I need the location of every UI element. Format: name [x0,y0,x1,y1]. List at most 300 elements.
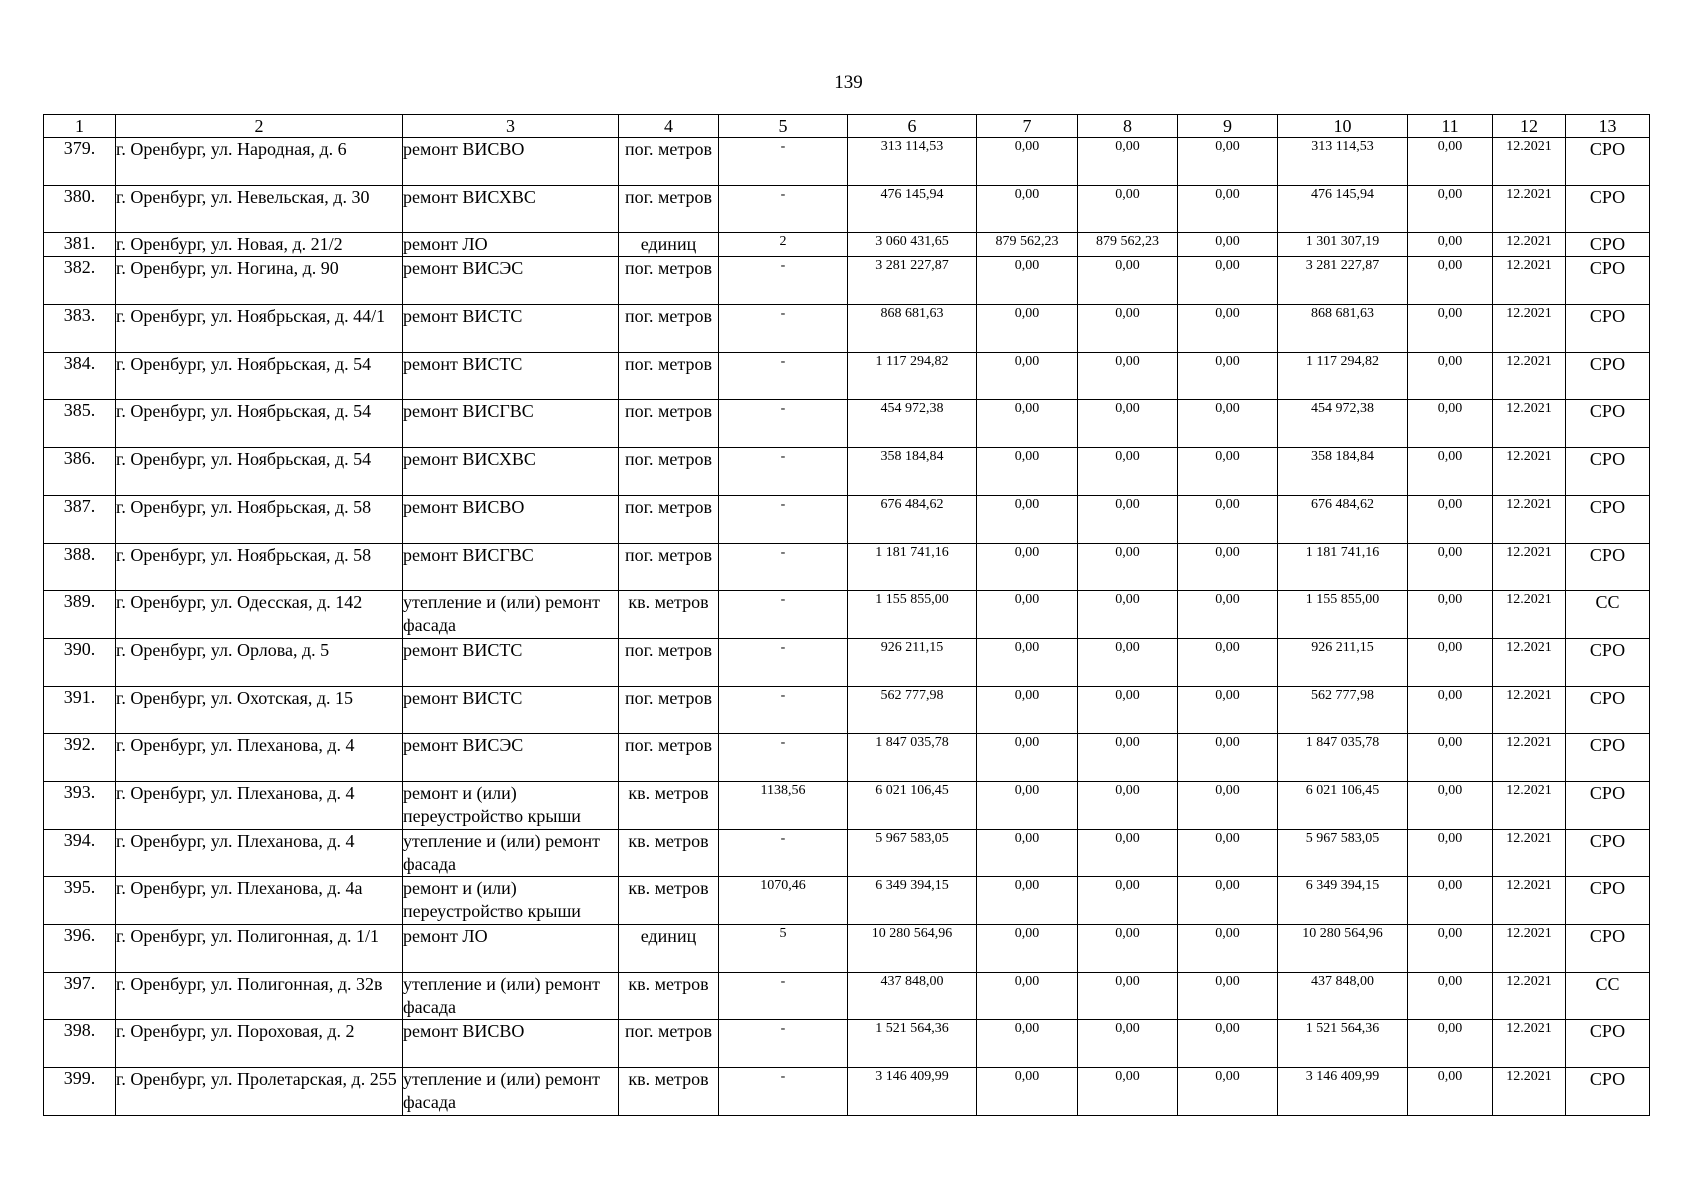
column-header: 12 [1493,115,1566,138]
owners-funds-cell: 1 117 294,82 [1278,352,1408,400]
unit-cell: кв. метров [619,781,719,829]
budget-cell: 0,00 [1078,829,1178,877]
table-row [44,495,1650,543]
work-type-cell: ремонт и (или) переустройство крыши [403,781,619,829]
funding-method-cell: СРО [1566,352,1650,400]
budget-cell: 0,00 [1078,1020,1178,1068]
fund-cell: 0,00 [977,543,1078,591]
quantity-cell: - [719,638,848,686]
budget-cell: 0,00 [1078,257,1178,305]
local-budget-cell: 0,00 [1178,591,1278,639]
funding-method-cell: СРО [1566,495,1650,543]
table-row [44,543,1650,591]
row-number: 384. [44,352,116,400]
work-type-cell: ремонт ВИСЭС [403,734,619,782]
quantity-cell: - [719,352,848,400]
fund-cell: 0,00 [977,185,1078,233]
row-number: 391. [44,686,116,734]
row-number: 398. [44,1020,116,1068]
row-number: 394. [44,829,116,877]
fund-cell: 879 562,23 [977,233,1078,257]
row-number: 399. [44,1068,116,1116]
table-row [44,781,1650,829]
unit-cell: пог. метров [619,305,719,353]
funding-method-cell: СРО [1566,925,1650,973]
funding-method-cell: СРО [1566,734,1650,782]
total-cost-cell: 5 967 583,05 [848,829,977,877]
funding-method-cell: СС [1566,591,1650,639]
row-number: 386. [44,448,116,496]
quantity-cell: - [719,591,848,639]
total-cost-cell: 358 184,84 [848,448,977,496]
column-header: 5 [719,115,848,138]
fund-cell: 0,00 [977,781,1078,829]
local-budget-cell: 0,00 [1178,448,1278,496]
completion-date-cell: 12.2021 [1493,257,1566,305]
owners-funds-cell: 562 777,98 [1278,686,1408,734]
quantity-cell: - [719,400,848,448]
budget-cell: 0,00 [1078,638,1178,686]
fund-cell: 0,00 [977,829,1078,877]
total-cost-cell: 476 145,94 [848,185,977,233]
owners-funds-cell: 454 972,38 [1278,400,1408,448]
column-number-row [44,115,1650,138]
other-funds-cell: 0,00 [1408,1020,1493,1068]
address-cell: г. Оренбург, ул. Ноябрьская, д. 54 [116,448,403,496]
row-number: 380. [44,185,116,233]
owners-funds-cell: 1 301 307,19 [1278,233,1408,257]
owners-funds-cell: 868 681,63 [1278,305,1408,353]
budget-cell: 0,00 [1078,400,1178,448]
funding-method-cell: СРО [1566,1068,1650,1116]
table-row [44,734,1650,782]
completion-date-cell: 12.2021 [1493,1068,1566,1116]
total-cost-cell: 10 280 564,96 [848,925,977,973]
local-budget-cell: 0,00 [1178,638,1278,686]
unit-cell: единиц [619,233,719,257]
completion-date-cell: 12.2021 [1493,352,1566,400]
owners-funds-cell: 3 281 227,87 [1278,257,1408,305]
total-cost-cell: 3 060 431,65 [848,233,977,257]
address-cell: г. Оренбург, ул. Пороховая, д. 2 [116,1020,403,1068]
completion-date-cell: 12.2021 [1493,734,1566,782]
column-header: 10 [1278,115,1408,138]
address-cell: г. Оренбург, ул. Ногина, д. 90 [116,257,403,305]
completion-date-cell: 12.2021 [1493,686,1566,734]
address-cell: г. Оренбург, ул. Орлова, д. 5 [116,638,403,686]
fund-cell: 0,00 [977,925,1078,973]
quantity-cell: - [719,305,848,353]
fund-cell: 0,00 [977,877,1078,925]
row-number: 392. [44,734,116,782]
local-budget-cell: 0,00 [1178,185,1278,233]
total-cost-cell: 313 114,53 [848,138,977,186]
table-row [44,829,1650,877]
row-number: 393. [44,781,116,829]
local-budget-cell: 0,00 [1178,877,1278,925]
work-type-cell: ремонт ВИСХВС [403,185,619,233]
work-type-cell: ремонт ВИСТС [403,305,619,353]
address-cell: г. Оренбург, ул. Полигонная, д. 32в [116,972,403,1020]
fund-cell: 0,00 [977,400,1078,448]
column-header: 1 [44,115,116,138]
completion-date-cell: 12.2021 [1493,925,1566,973]
budget-cell: 0,00 [1078,352,1178,400]
budget-cell: 0,00 [1078,1068,1178,1116]
funding-method-cell: СРО [1566,781,1650,829]
unit-cell: пог. метров [619,686,719,734]
other-funds-cell: 0,00 [1408,591,1493,639]
table-body [44,138,1650,1116]
unit-cell: пог. метров [619,185,719,233]
unit-cell: пог. метров [619,400,719,448]
address-cell: г. Оренбург, ул. Ноябрьская, д. 58 [116,495,403,543]
funding-method-cell: СРО [1566,138,1650,186]
owners-funds-cell: 1 155 855,00 [1278,591,1408,639]
table-row [44,1020,1650,1068]
completion-date-cell: 12.2021 [1493,877,1566,925]
unit-cell: пог. метров [619,257,719,305]
completion-date-cell: 12.2021 [1493,781,1566,829]
page-number: 139 [834,72,863,93]
address-cell: г. Оренбург, ул. Пролетарская, д. 255 [116,1068,403,1116]
work-type-cell: ремонт ЛО [403,925,619,973]
unit-cell: пог. метров [619,734,719,782]
address-cell: г. Оренбург, ул. Ноябрьская, д. 54 [116,352,403,400]
completion-date-cell: 12.2021 [1493,1020,1566,1068]
completion-date-cell: 12.2021 [1493,543,1566,591]
owners-funds-cell: 6 349 394,15 [1278,877,1408,925]
unit-cell: кв. метров [619,829,719,877]
local-budget-cell: 0,00 [1178,1068,1278,1116]
quantity-cell: 5 [719,925,848,973]
total-cost-cell: 1 181 741,16 [848,543,977,591]
completion-date-cell: 12.2021 [1493,495,1566,543]
other-funds-cell: 0,00 [1408,686,1493,734]
local-budget-cell: 0,00 [1178,686,1278,734]
local-budget-cell: 0,00 [1178,257,1278,305]
work-type-cell: ремонт ЛО [403,233,619,257]
table-row [44,638,1650,686]
fund-cell: 0,00 [977,448,1078,496]
address-cell: г. Оренбург, ул. Плеханова, д. 4 [116,734,403,782]
work-type-cell: утепление и (или) ремонт фасада [403,591,619,639]
table-row [44,591,1650,639]
address-cell: г. Оренбург, ул. Ноябрьская, д. 58 [116,543,403,591]
local-budget-cell: 0,00 [1178,734,1278,782]
total-cost-cell: 3 146 409,99 [848,1068,977,1116]
unit-cell: пог. метров [619,638,719,686]
table-row [44,925,1650,973]
address-cell: г. Оренбург, ул. Плеханова, д. 4а [116,877,403,925]
table-row [44,877,1650,925]
other-funds-cell: 0,00 [1408,305,1493,353]
funding-method-cell: СС [1566,972,1650,1020]
other-funds-cell: 0,00 [1408,400,1493,448]
work-type-cell: ремонт и (или) переустройство крыши [403,877,619,925]
other-funds-cell: 0,00 [1408,925,1493,973]
other-funds-cell: 0,00 [1408,257,1493,305]
local-budget-cell: 0,00 [1178,781,1278,829]
other-funds-cell: 0,00 [1408,233,1493,257]
owners-funds-cell: 1 181 741,16 [1278,543,1408,591]
unit-cell: кв. метров [619,591,719,639]
owners-funds-cell: 1 521 564,36 [1278,1020,1408,1068]
other-funds-cell: 0,00 [1408,781,1493,829]
local-budget-cell: 0,00 [1178,400,1278,448]
quantity-cell: - [719,686,848,734]
other-funds-cell: 0,00 [1408,972,1493,1020]
budget-cell: 0,00 [1078,781,1178,829]
column-header: 3 [403,115,619,138]
total-cost-cell: 437 848,00 [848,972,977,1020]
address-cell: г. Оренбург, ул. Ноябрьская, д. 44/1 [116,305,403,353]
address-cell: г. Оренбург, ул. Невельская, д. 30 [116,185,403,233]
row-number: 396. [44,925,116,973]
total-cost-cell: 562 777,98 [848,686,977,734]
total-cost-cell: 454 972,38 [848,400,977,448]
owners-funds-cell: 476 145,94 [1278,185,1408,233]
table-row [44,1068,1650,1116]
other-funds-cell: 0,00 [1408,829,1493,877]
total-cost-cell: 1 155 855,00 [848,591,977,639]
fund-cell: 0,00 [977,495,1078,543]
fund-cell: 0,00 [977,686,1078,734]
fund-cell: 0,00 [977,305,1078,353]
row-number: 387. [44,495,116,543]
local-budget-cell: 0,00 [1178,233,1278,257]
other-funds-cell: 0,00 [1408,877,1493,925]
total-cost-cell: 676 484,62 [848,495,977,543]
column-header: 9 [1178,115,1278,138]
work-type-cell: ремонт ВИСТС [403,352,619,400]
other-funds-cell: 0,00 [1408,448,1493,496]
row-number: 395. [44,877,116,925]
local-budget-cell: 0,00 [1178,352,1278,400]
unit-cell: пог. метров [619,495,719,543]
total-cost-cell: 6 021 106,45 [848,781,977,829]
budget-cell: 879 562,23 [1078,233,1178,257]
completion-date-cell: 12.2021 [1493,829,1566,877]
local-budget-cell: 0,00 [1178,829,1278,877]
funding-method-cell: СРО [1566,543,1650,591]
work-type-cell: ремонт ВИСТС [403,638,619,686]
address-cell: г. Оренбург, ул. Ноябрьская, д. 54 [116,400,403,448]
quantity-cell: - [719,543,848,591]
total-cost-cell: 3 281 227,87 [848,257,977,305]
budget-cell: 0,00 [1078,734,1178,782]
quantity-cell: - [719,448,848,496]
total-cost-cell: 926 211,15 [848,638,977,686]
budget-cell: 0,00 [1078,877,1178,925]
fund-cell: 0,00 [977,638,1078,686]
funding-method-cell: СРО [1566,1020,1650,1068]
owners-funds-cell: 1 847 035,78 [1278,734,1408,782]
total-cost-cell: 1 521 564,36 [848,1020,977,1068]
quantity-cell: - [719,495,848,543]
completion-date-cell: 12.2021 [1493,448,1566,496]
funding-method-cell: СРО [1566,185,1650,233]
address-cell: г. Оренбург, ул. Народная, д. 6 [116,138,403,186]
other-funds-cell: 0,00 [1408,1068,1493,1116]
work-type-cell: ремонт ВИСЭС [403,257,619,305]
quantity-cell: - [719,734,848,782]
row-number: 389. [44,591,116,639]
column-header: 13 [1566,115,1650,138]
unit-cell: пог. метров [619,1020,719,1068]
row-number: 382. [44,257,116,305]
column-header: 11 [1408,115,1493,138]
total-cost-cell: 868 681,63 [848,305,977,353]
quantity-cell: - [719,1068,848,1116]
address-cell: г. Оренбург, ул. Одесская, д. 142 [116,591,403,639]
budget-cell: 0,00 [1078,185,1178,233]
column-header: 4 [619,115,719,138]
other-funds-cell: 0,00 [1408,734,1493,782]
quantity-cell: 1070,46 [719,877,848,925]
row-number: 397. [44,972,116,1020]
completion-date-cell: 12.2021 [1493,400,1566,448]
fund-cell: 0,00 [977,972,1078,1020]
funding-method-cell: СРО [1566,686,1650,734]
owners-funds-cell: 10 280 564,96 [1278,925,1408,973]
completion-date-cell: 12.2021 [1493,638,1566,686]
table-row [44,686,1650,734]
column-header: 6 [848,115,977,138]
quantity-cell: - [719,257,848,305]
column-header: 8 [1078,115,1178,138]
table-row [44,400,1650,448]
budget-cell: 0,00 [1078,138,1178,186]
funding-method-cell: СРО [1566,400,1650,448]
other-funds-cell: 0,00 [1408,185,1493,233]
budget-cell: 0,00 [1078,686,1178,734]
other-funds-cell: 0,00 [1408,352,1493,400]
fund-cell: 0,00 [977,352,1078,400]
work-type-cell: утепление и (или) ремонт фасада [403,1068,619,1116]
work-type-cell: ремонт ВИСВО [403,1020,619,1068]
fund-cell: 0,00 [977,734,1078,782]
address-cell: г. Оренбург, ул. Охотская, д. 15 [116,686,403,734]
budget-cell: 0,00 [1078,543,1178,591]
table-row [44,257,1650,305]
table-row [44,352,1650,400]
row-number: 388. [44,543,116,591]
funding-method-cell: СРО [1566,257,1650,305]
owners-funds-cell: 676 484,62 [1278,495,1408,543]
owners-funds-cell: 313 114,53 [1278,138,1408,186]
unit-cell: кв. метров [619,877,719,925]
local-budget-cell: 0,00 [1178,925,1278,973]
address-cell: г. Оренбург, ул. Плеханова, д. 4 [116,781,403,829]
funding-method-cell: СРО [1566,877,1650,925]
owners-funds-cell: 3 146 409,99 [1278,1068,1408,1116]
completion-date-cell: 12.2021 [1493,233,1566,257]
local-budget-cell: 0,00 [1178,138,1278,186]
owners-funds-cell: 358 184,84 [1278,448,1408,496]
fund-cell: 0,00 [977,138,1078,186]
other-funds-cell: 0,00 [1408,543,1493,591]
local-budget-cell: 0,00 [1178,972,1278,1020]
table-row [44,305,1650,353]
owners-funds-cell: 6 021 106,45 [1278,781,1408,829]
budget-cell: 0,00 [1078,925,1178,973]
quantity-cell: - [719,972,848,1020]
repair-program-table [43,114,1650,1116]
completion-date-cell: 12.2021 [1493,138,1566,186]
budget-cell: 0,00 [1078,495,1178,543]
quantity-cell: - [719,829,848,877]
work-type-cell: ремонт ВИСТС [403,686,619,734]
other-funds-cell: 0,00 [1408,638,1493,686]
funding-method-cell: СРО [1566,233,1650,257]
budget-cell: 0,00 [1078,305,1178,353]
unit-cell: пог. метров [619,448,719,496]
address-cell: г. Оренбург, ул. Полигонная, д. 1/1 [116,925,403,973]
budget-cell: 0,00 [1078,591,1178,639]
unit-cell: пог. метров [619,138,719,186]
local-budget-cell: 0,00 [1178,495,1278,543]
unit-cell: кв. метров [619,1068,719,1116]
unit-cell: пог. метров [619,543,719,591]
address-cell: г. Оренбург, ул. Плеханова, д. 4 [116,829,403,877]
quantity-cell: 2 [719,233,848,257]
work-type-cell: ремонт ВИСВО [403,138,619,186]
owners-funds-cell: 437 848,00 [1278,972,1408,1020]
local-budget-cell: 0,00 [1178,543,1278,591]
quantity-cell: - [719,138,848,186]
funding-method-cell: СРО [1566,448,1650,496]
funding-method-cell: СРО [1566,829,1650,877]
budget-cell: 0,00 [1078,448,1178,496]
unit-cell: единиц [619,925,719,973]
row-number: 381. [44,233,116,257]
funding-method-cell: СРО [1566,305,1650,353]
column-header: 7 [977,115,1078,138]
table-row [44,185,1650,233]
table-row [44,448,1650,496]
quantity-cell: 1138,56 [719,781,848,829]
total-cost-cell: 1 847 035,78 [848,734,977,782]
other-funds-cell: 0,00 [1408,495,1493,543]
work-type-cell: ремонт ВИСГВС [403,400,619,448]
address-cell: г. Оренбург, ул. Новая, д. 21/2 [116,233,403,257]
total-cost-cell: 6 349 394,15 [848,877,977,925]
table-row [44,233,1650,257]
unit-cell: пог. метров [619,352,719,400]
table-row [44,972,1650,1020]
work-type-cell: утепление и (или) ремонт фасада [403,829,619,877]
local-budget-cell: 0,00 [1178,305,1278,353]
quantity-cell: - [719,185,848,233]
owners-funds-cell: 926 211,15 [1278,638,1408,686]
table-row [44,138,1650,186]
other-funds-cell: 0,00 [1408,138,1493,186]
fund-cell: 0,00 [977,591,1078,639]
local-budget-cell: 0,00 [1178,1020,1278,1068]
row-number: 383. [44,305,116,353]
work-type-cell: ремонт ВИСХВС [403,448,619,496]
completion-date-cell: 12.2021 [1493,185,1566,233]
row-number: 385. [44,400,116,448]
owners-funds-cell: 5 967 583,05 [1278,829,1408,877]
row-number: 379. [44,138,116,186]
total-cost-cell: 1 117 294,82 [848,352,977,400]
funding-method-cell: СРО [1566,638,1650,686]
completion-date-cell: 12.2021 [1493,305,1566,353]
work-type-cell: утепление и (или) ремонт фасада [403,972,619,1020]
fund-cell: 0,00 [977,1068,1078,1116]
